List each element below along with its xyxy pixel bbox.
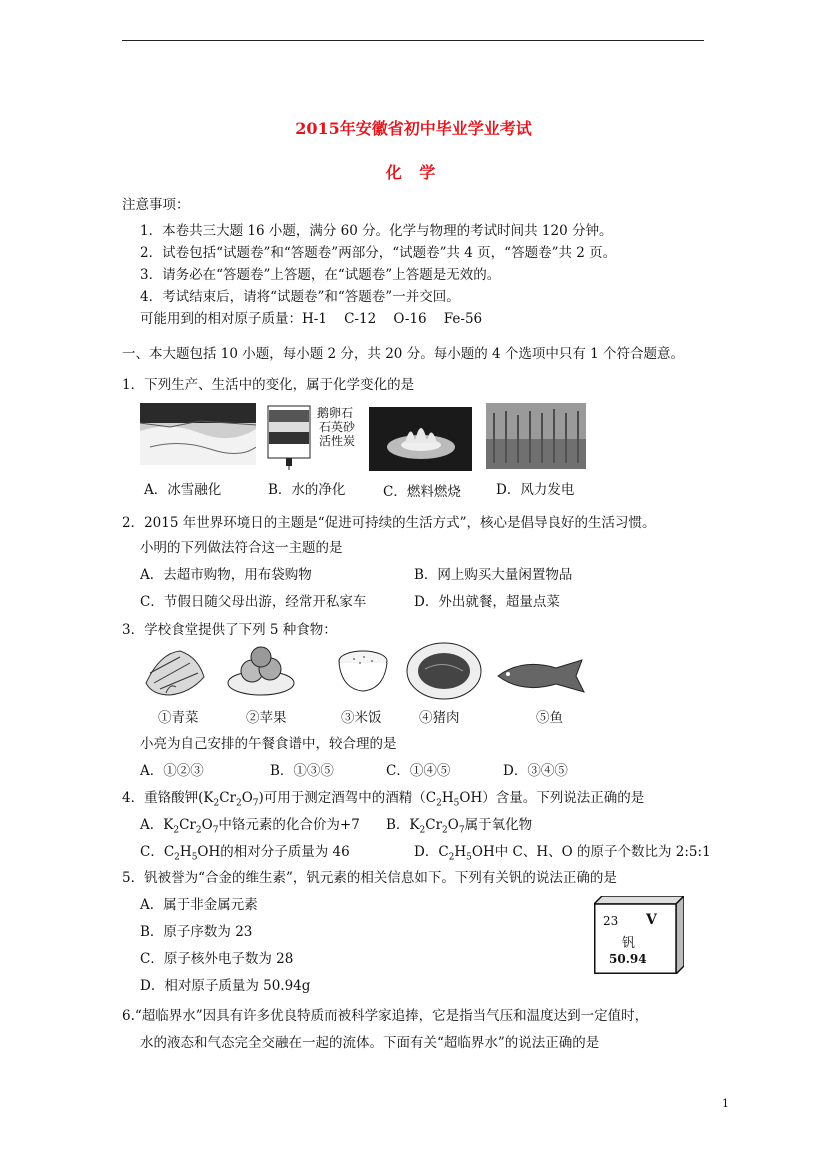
option-label: B．①③⑤ (270, 763, 334, 779)
water-filter-image (262, 404, 322, 470)
option-label: B．网上购买大量闲置物品 (414, 567, 573, 583)
atomic-mass: 50.94 (609, 952, 647, 966)
question-6-stem-cont: 水的液态和气态完全交融在一起的流体。下面有关“超临界水”的说法正确的是 (140, 1035, 600, 1051)
option-label: B．原子序数为 23 (140, 924, 253, 940)
option-label: C．$C_2H_5OH$的相对分子质量为 46 (140, 844, 350, 863)
subject-title: 化 学 (385, 163, 442, 182)
question-3-stem: 3．学校食堂提供了下列 5 种食物： (122, 622, 337, 638)
question-2-stem: 2．2015 年世界环境日的主题是“促进可持续的生活方式”，核心是倡导良好的生活习惯。 (122, 515, 656, 531)
option-label: D．外出就餐，超量点菜 (414, 594, 560, 610)
wind-power-image (486, 403, 586, 469)
notice-item: 1．本卷共三大题 16 小题，满分 60 分。化学与物理的考试时间共 120 分钟。 (140, 223, 613, 239)
option-label: A．冰雪融化 (144, 482, 222, 498)
question-5-stem: 5．钒被誉为“合金的维生素”，钒元素的相关信息如下。下列有关钒的说法正确的是 (122, 870, 617, 886)
ice-snow-image (140, 403, 256, 465)
atomic-number: 23 (603, 914, 619, 928)
option-label: B．水的净化 (268, 482, 346, 498)
header-rule (122, 40, 704, 41)
element-symbol: V (646, 912, 657, 928)
section-heading: 一、本大题包括 10 小题，每小题 2 分，共 20 分。每小题的 4 个选项中只有 1 个符合题意。 (122, 346, 685, 362)
food-label: ③米饭 (341, 710, 382, 726)
filter-label: 石英砂 (319, 420, 356, 434)
question-4-stem: 4．重铬酸钾$(K_2Cr_2O_7)$可用于测定酒驾中的酒精$(C_2H_5OH)$含量。下列说法正确的是 (122, 790, 645, 809)
fuel-burning-image (369, 407, 472, 471)
option-label: C．①④⑤ (386, 763, 451, 779)
option-label: A．$K_2Cr_2O_7$中铬元素的化合价为+7 (140, 817, 360, 836)
rice-bowl-image (334, 645, 392, 697)
food-label: ①青菜 (158, 710, 199, 726)
option-label: D．风力发电 (496, 482, 575, 498)
apple-plate-image (226, 641, 296, 699)
notice-heading: 注意事项： (122, 197, 190, 213)
atomic-mass-line: 可能用到的相对原子质量：H-1 C-12 O-16 Fe-56 (140, 311, 483, 327)
option-label: D．③④⑤ (503, 763, 568, 779)
page-number: 1 (722, 1097, 729, 1110)
option-label: C．节假日随父母出游，经常开私家车 (140, 594, 367, 610)
question-1-stem: 1．下列生产、生活中的变化，属于化学变化的是 (122, 377, 415, 393)
filter-label: 活性炭 (319, 434, 356, 448)
element-card (594, 896, 684, 974)
option-label: D．$C_2H_5OH$中 C、H、O 的原子个数比为 2:5:1 (414, 844, 711, 863)
food-label: ④猪肉 (419, 710, 460, 726)
option-label: D．相对原子质量为 50.94g (140, 978, 311, 994)
greens-image (140, 643, 210, 701)
question-3-prompt: 小亮为自己安排的午餐食谱中，较合理的是 (140, 736, 397, 752)
food-label: ②苹果 (246, 710, 287, 726)
option-label: C．原子核外电子数为 28 (140, 951, 294, 967)
option-label: A．去超市购物，用布袋购物 (140, 567, 312, 583)
pork-plate-image (405, 641, 483, 701)
option-label: A．①②③ (140, 763, 204, 779)
option-label: A．属于非金属元素 (140, 897, 258, 913)
notice-item: 4．考试结束后，请将“试题卷”和“答题卷”一并交回。 (140, 289, 460, 305)
exam-title: 2015年安徽省初中毕业学业考试 (295, 119, 532, 138)
element-name: 钒 (622, 936, 636, 951)
notice-item: 3．请务必在“答题卷”上答题，在“试题卷”上答题是无效的。 (140, 267, 501, 283)
notice-item: 2．试卷包括“试题卷”和“答题卷”两部分，“试题卷”共 4 页，“答题卷”共 2 页。 (140, 245, 617, 261)
food-label: ⑤鱼 (536, 710, 563, 726)
option-label: C．燃料燃烧 (383, 484, 461, 500)
option-label: B．$K_2Cr_2O_7$属于氧化物 (386, 817, 533, 836)
question-6-stem: 6.“超临界水”因具有许多优良特质而被科学家追捧，它是指当气压和温度达到一定值时， (122, 1008, 649, 1024)
filter-label: 鹅卵石 (317, 406, 354, 420)
fish-image (492, 656, 590, 696)
question-2-stem-cont: 小明的下列做法符合这一主题的是 (140, 540, 343, 556)
